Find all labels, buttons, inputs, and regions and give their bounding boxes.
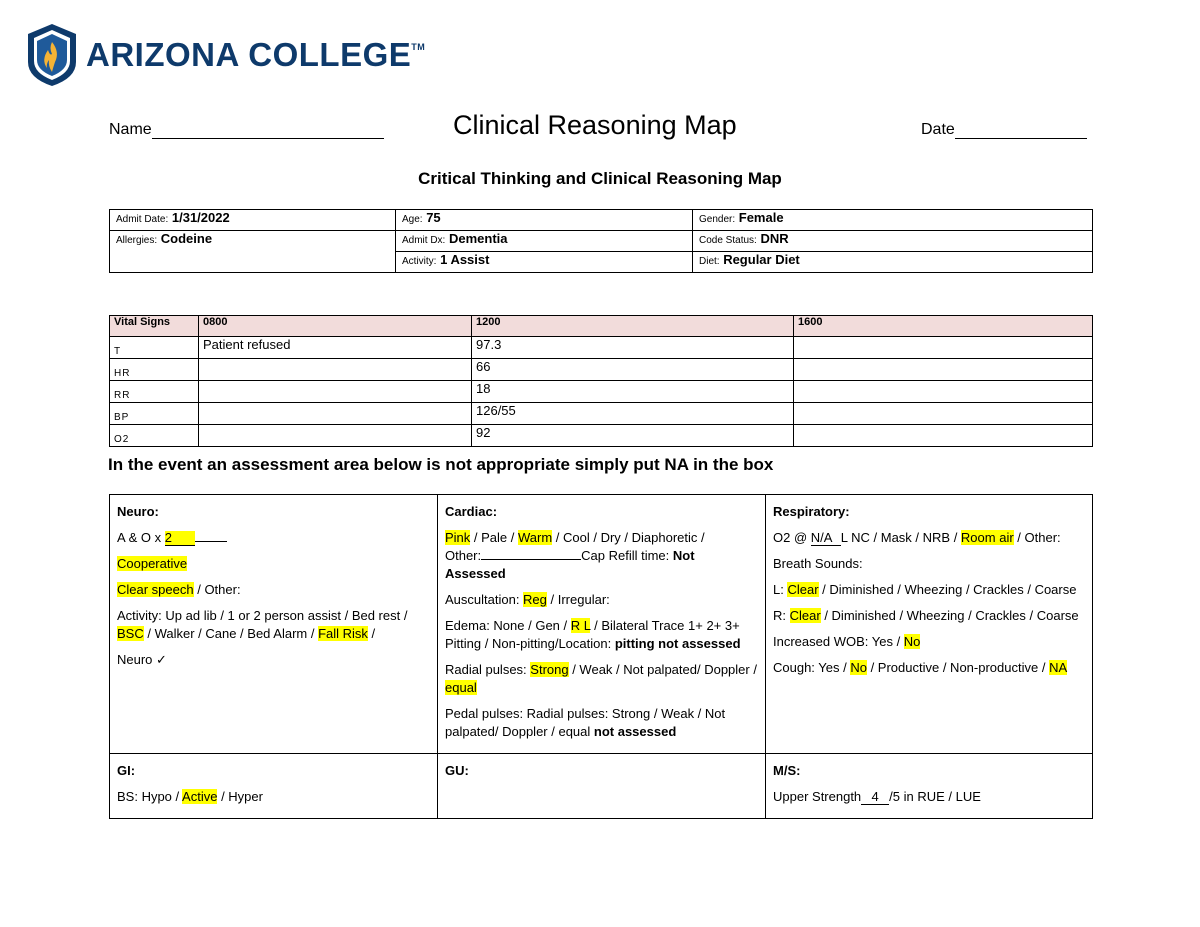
respiratory-section: [766, 495, 1093, 754]
vitals-header-row: [110, 316, 1093, 337]
left-lung-line: L: Clear / Diminished / Wheezing / Crackles / Coarse: [773, 582, 1077, 597]
admit-date-cell: Admit Date: 1/31/2022: [110, 210, 396, 231]
instruction-text: In the event an assessment area below is not appropriate simply put NA in the box: [108, 455, 774, 474]
vitals-header-0800: 0800: [199, 316, 472, 337]
bsc-option[interactable]: BSC: [117, 626, 144, 641]
name-blank[interactable]: [152, 122, 384, 139]
o2-value[interactable]: N/A: [811, 531, 841, 546]
vital-cell[interactable]: 97.3: [472, 337, 794, 359]
cough-na-option[interactable]: NA: [1049, 660, 1068, 675]
table-row: [110, 425, 1093, 447]
diet-cell: Diet: Regular Diet: [693, 252, 1093, 273]
pink-option[interactable]: Pink: [445, 530, 471, 545]
cough-no-option[interactable]: No: [850, 660, 867, 675]
table-row: [110, 359, 1093, 381]
vital-label-t: T: [110, 337, 199, 359]
room-air-option[interactable]: Room air: [960, 530, 1014, 545]
reg-option[interactable]: Reg: [523, 592, 547, 607]
other-blank[interactable]: [481, 559, 581, 560]
right-lung-line: R: Clear / Diminished / Wheezing / Crackles / Coarse: [773, 608, 1079, 623]
activity-cell: Activity: 1 Assist: [396, 252, 693, 273]
table-row: [110, 381, 1093, 403]
cardiac-section: [438, 495, 766, 754]
vital-cell[interactable]: Patient refused: [199, 337, 472, 359]
vital-label-o2: O2: [110, 425, 199, 447]
vital-cell[interactable]: [794, 337, 1093, 359]
active-option[interactable]: Active: [182, 789, 218, 804]
table-row: [110, 403, 1093, 425]
bowel-sounds-line: BS: Hypo / Active / Hyper: [117, 789, 263, 804]
vital-cell[interactable]: [794, 425, 1093, 447]
vital-cell[interactable]: [199, 381, 472, 403]
vital-label-rr: RR: [110, 381, 199, 403]
respiratory-title: Respiratory:: [773, 504, 850, 519]
date-field[interactable]: [921, 121, 1087, 139]
vital-cell[interactable]: 92: [472, 425, 794, 447]
neuro-section: Neuro: A & O x 2 Cooperative Clear speech / Other: Activity: Up ad lib / 1 or 2 person assist / Bed rest / BSC / Walker / Cane / Bed Alarm / Fall Risk / Neuro ✓: [110, 495, 438, 754]
page-subtitle: Critical Thinking and Clinical Reasoning Map: [418, 169, 782, 188]
auscultation-line: Auscultation: Reg / Irregular:: [445, 592, 610, 607]
patient-info-table: [109, 209, 1093, 273]
admit-dx-cell: Admit Dx: Dementia: [396, 231, 693, 252]
age-value: 75: [426, 210, 441, 225]
clear-speech-option[interactable]: Clear speech: [117, 582, 194, 597]
radial-pulses-line: Radial pulses: Strong / Weak / Not palpated/ Doppler / equal: [445, 662, 757, 695]
gi-title: GI:: [117, 763, 136, 778]
trademark-mark: TM: [411, 42, 426, 52]
date-blank[interactable]: [955, 122, 1087, 139]
ms-section: [766, 754, 1093, 819]
rl-option[interactable]: R L: [570, 618, 591, 633]
vital-cell[interactable]: [794, 359, 1093, 381]
neuro-activity-line: Activity: Up ad lib / 1 or 2 person assist / Bed rest / BSC / Walker / Cane / Bed Alarm / Fall Risk /: [117, 608, 408, 641]
vital-cell[interactable]: [199, 425, 472, 447]
gu-section: [438, 754, 766, 819]
date-label: Date: [921, 121, 955, 138]
name-label: Name: [109, 121, 152, 138]
vital-label-hr: HR: [110, 359, 199, 381]
vitals-header-1200: 1200: [472, 316, 794, 337]
activity-value: 1 Assist: [440, 252, 490, 267]
upper-strength-line: Upper Strength 4 /5 in RUE / LUE: [773, 789, 981, 804]
page-title: Clinical Reasoning Map: [453, 110, 737, 140]
cardiac-title: Cardiac:: [445, 504, 498, 519]
vital-cell[interactable]: [794, 381, 1093, 403]
cough-line: Cough: Yes / No / Productive / Non-productive / NA: [773, 660, 1068, 675]
diet-value: Regular Diet: [723, 252, 800, 267]
equal-option[interactable]: equal: [445, 680, 477, 695]
vital-cell[interactable]: [199, 359, 472, 381]
vital-signs-table: [109, 315, 1093, 447]
vital-cell[interactable]: 18: [472, 381, 794, 403]
pedal-pulses-line: Pedal pulses: Radial pulses: Strong / Weak / Not palpated/ Doppler / equal not assessed: [445, 706, 726, 739]
vital-label-bp: BP: [110, 403, 199, 425]
cooperative-option[interactable]: Cooperative: [117, 556, 188, 571]
left-clear-option[interactable]: Clear: [787, 582, 819, 597]
shield-logo-icon: [26, 22, 78, 88]
vital-cell[interactable]: [794, 403, 1093, 425]
fall-risk-option[interactable]: Fall Risk: [318, 626, 368, 641]
admit-dx-value: Dementia: [448, 231, 508, 246]
wob-line: Increased WOB: Yes / No: [773, 634, 921, 649]
gender-value: Female: [738, 210, 784, 225]
edema-line: Edema: None / Gen / R L / Bilateral Trace 1+ 2+ 3+ Pitting / Non-pitting/Location: pitting not assessed: [445, 618, 741, 651]
gender-cell: Gender: Female: [693, 210, 1093, 231]
age-cell: Age: 75: [396, 210, 693, 231]
admit-date-value: 1/31/2022: [171, 210, 230, 225]
allergies-cell: Allergies: Codeine: [110, 231, 396, 273]
vital-cell[interactable]: [199, 403, 472, 425]
arizona-college-logo: [26, 22, 426, 88]
vital-cell[interactable]: 126/55: [472, 403, 794, 425]
code-status-value: DNR: [760, 231, 789, 246]
skin-line: Pink / Pale / Warm / Cool / Dry / Diaphoretic / Other: Cap Refill time: Not Assessed: [445, 530, 705, 581]
vital-cell[interactable]: 66: [472, 359, 794, 381]
strong-option[interactable]: Strong: [530, 662, 569, 677]
right-clear-option[interactable]: Clear: [789, 608, 821, 623]
brand-name: ARIZONA COLLEGE™: [86, 36, 426, 73]
vitals-header-label: Vital Signs: [110, 316, 199, 337]
aox-value[interactable]: 2: [165, 531, 195, 546]
breath-sounds-label: Breath Sounds:: [773, 556, 863, 571]
vitals-header-1600: 1600: [794, 316, 1093, 337]
table-row: [110, 337, 1093, 359]
code-status-cell: Code Status: DNR: [693, 231, 1093, 252]
warm-option[interactable]: Warm: [518, 530, 553, 545]
neuro-check: Neuro ✓: [117, 652, 167, 667]
assessment-table: [109, 494, 1093, 819]
ms-title: M/S:: [773, 763, 801, 778]
gu-title: GU:: [445, 763, 469, 778]
name-field[interactable]: [109, 121, 384, 139]
upper-strength-value[interactable]: 4: [861, 790, 889, 805]
wob-no-option[interactable]: No: [903, 634, 921, 649]
aox-line: A & O x 2: [117, 529, 430, 547]
neuro-title: Neuro:: [117, 504, 159, 519]
gi-section: [110, 754, 438, 819]
o2-line: O2 @ N/AL NC / Mask / NRB / Room air / Other:: [773, 530, 1061, 545]
allergies-value: Codeine: [160, 231, 213, 246]
